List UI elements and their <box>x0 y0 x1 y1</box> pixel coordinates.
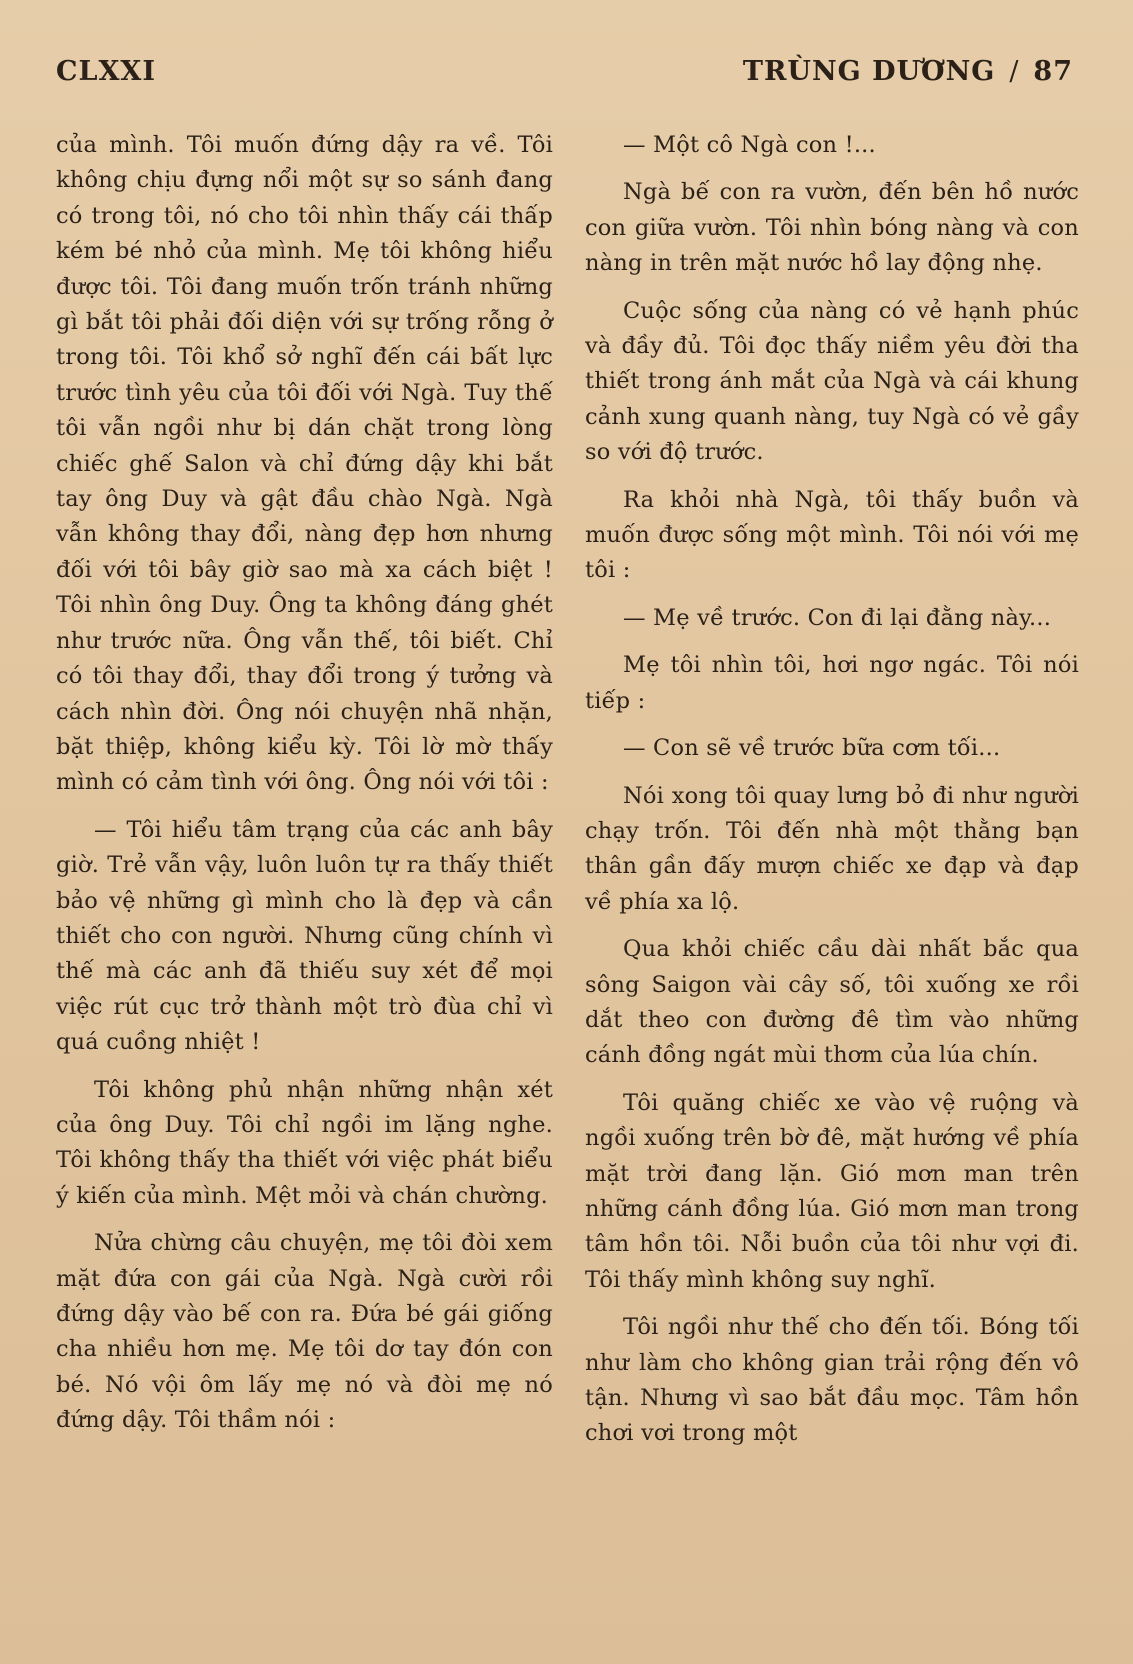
running-header <box>56 56 1073 96</box>
page-number: 87 <box>1033 56 1073 87</box>
paragraph: của mình. Tôi muốn đứng dậy ra về. Tôi không chịu đựng nổi một sự so sánh đang có trong tôi, nó cho tôi nhìn thấy cái thấp kém bé nhỏ của mình. Mẹ tôi không hiểu được tôi. Tôi đang muốn trốn tránh những gì bắt tôi phải đối diện với sự trống rỗng ở trong tôi. Tôi khổ sở nghĩ đến cái bất lực trước tình yêu của tôi đối với Ngà. Tuy thế tôi vẫn ngồi như bị dán chặt trong lòng chiếc ghế Salon và chỉ đứng dậy khi bắt tay ông Duy và gật đầu chào Ngà. Ngà vẫn không thay đổi, nàng đẹp hơn nhưng đối với tôi bây giờ sao mà xa cách biệt ! Tôi nhìn ông Duy. Ông ta không đáng ghét như trước nữa. Ông vẫn thế, tôi biết. Chỉ có tôi thay đổi, thay đổi trong ý tưởng và cách nhìn đời. Ông nói chuyện nhã nhặn, bặt thiệp, không kiểu kỳ. Tôi lờ mờ thấy mình có cảm tình với ông. Ông nói với tôi : <box>56 132 553 796</box>
paragraph: Tôi không phủ nhận những nhận xét của ông Duy. Tôi chỉ ngồi im lặng nghe. Tôi không thấy tha thiết với việc phát biểu ý kiến của mình. Mệt mỏi và chán chường. <box>56 1076 553 1209</box>
paragraph: Mẹ tôi nhìn tôi, hơi ngơ ngác. Tôi nói tiếp : <box>585 652 1079 714</box>
author-name: TRÙNG DƯƠNG <box>742 56 996 87</box>
author-page-label <box>743 56 1073 87</box>
paragraph: Nói xong tôi quay lưng bỏ đi như người chạy trốn. Tôi đến nhà một thằng bạn thân gần đấy mượn chiếc xe đạp và đạp về phía xa lộ. <box>585 782 1079 915</box>
left-text-column <box>56 128 553 1451</box>
paragraph: — Con sẽ về trước bữa cơm tối... <box>623 735 1001 762</box>
right-text-column <box>585 128 1079 1464</box>
paragraph: Cuộc sống của nàng có vẻ hạnh phúc và đầy đủ. Tôi đọc thấy niềm yêu đời tha thiết trong ánh mắt của Ngà và cái khung cảnh xung quanh nàng, tuy Ngà có vẻ gầy so với độ trước. <box>585 297 1079 466</box>
paragraph: Qua khỏi chiếc cầu dài nhất bắc qua sông Saigon vài cây số, tôi xuống xe rồi dắt theo con đường đê tìm vào những cánh đồng ngát mùi thơm của lúa chín. <box>585 936 1079 1069</box>
header-separator: / <box>1009 56 1020 87</box>
paragraph: Nửa chừng câu chuyện, mẹ tôi đòi xem mặt đứa con gái của Ngà. Ngà cười rồi đứng dậy vào bế con ra. Đứa bé gái giống cha nhiều hơn mẹ. Mẹ tôi dơ tay đón con bé. Nó vội ôm lấy mẹ nó và đòi mẹ nó đứng dậy. Tôi thầm nói : <box>56 1230 553 1434</box>
paragraph: Ngà bế con ra vườn, đến bên hồ nước con giữa vườn. Tôi nhìn bóng nàng và con nàng in trên mặt nước hồ lay động nhẹ. <box>585 179 1079 277</box>
paragraph: Tôi ngồi như thế cho đến tối. Bóng tối như làm cho không gian trải rộng đến vô tận. Nhưng vì sao bắt đầu mọc. Tâm hồn chơi vơi trong một <box>585 1314 1079 1447</box>
paragraph: — Một cô Ngà con !... <box>623 132 876 158</box>
paragraph: — Tôi hiểu tâm trạng của các anh bây giờ. Trẻ vẫn vậy, luôn luôn tự ra thấy thiết bảo vệ những gì mình cho là đẹp và cần thiết cho con người. Nhưng cũng chính vì thế mà các anh đã thiếu suy xét để mọi việc rút cục trở thành một trò đùa chỉ vì quá cuồng nhiệt ! <box>56 816 553 1056</box>
paragraph: Tôi quăng chiếc xe vào vệ ruộng và ngồi xuống trên bờ đê, mặt hướng về phía mặt trời đang lặn. Gió mơn man trên những cánh đồng lúa. Gió mơn man trong tâm hồn tôi. Nỗi buồn của tôi như vợi đi. Tôi thấy mình không suy nghĩ. <box>585 1089 1079 1293</box>
paragraph: Ra khỏi nhà Ngà, tôi thấy buồn và muốn được sống một mình. Tôi nói với mẹ tôi : <box>585 486 1079 584</box>
chapter-number: CLXXI <box>56 56 157 87</box>
paragraph: — Mẹ về trước. Con đi lại đằng này... <box>623 604 1052 631</box>
